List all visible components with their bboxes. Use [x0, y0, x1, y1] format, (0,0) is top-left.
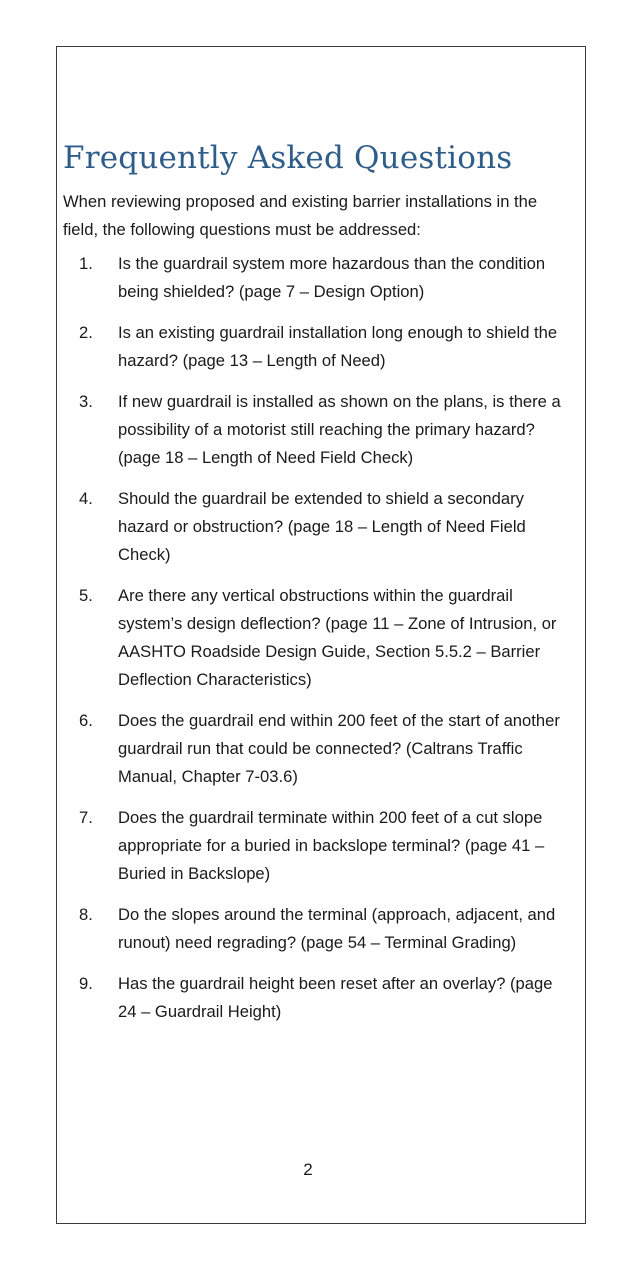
- question-number: 3.: [79, 392, 93, 411]
- question-item: [63, 901, 563, 957]
- intro-paragraph: When reviewing proposed and existing barrier installations in the field, the following questions must be addressed:: [63, 192, 538, 239]
- question-text: Should the guardrail be extended to shield a secondary hazard or obstruction? (page 18 – Length of Need Field Check): [118, 489, 526, 564]
- question-text: Are there any vertical obstructions within the guardrail system’s design deflection? (page 11 – Zone of Intrusion, or AASHTO Roadside Design Guide, Section 5.5.2 – Barrier Deflection Characteristics): [118, 586, 557, 689]
- question-number: 1.: [79, 254, 93, 273]
- question-item: [63, 582, 563, 694]
- question-item: [63, 485, 563, 569]
- question-number: 6.: [79, 711, 93, 730]
- page-title: Frequently Asked Questions: [63, 140, 513, 176]
- question-text: Does the guardrail terminate within 200 feet of a cut slope appropriate for a buried in backslope terminal? (page 41 – Buried in Backslope): [118, 808, 545, 883]
- question-number: 5.: [79, 586, 93, 605]
- question-list: [63, 250, 563, 1026]
- question-number: 7.: [79, 808, 93, 827]
- question-text: Do the slopes around the terminal (approach, adjacent, and runout) need regrading? (page 54 – Terminal Grading): [118, 905, 556, 952]
- question-number: 8.: [79, 905, 93, 924]
- question-text: If new guardrail is installed as shown on the plans, is there a possibility of a motorist still reaching the primary hazard? (page 18 – Length of Need Field Check): [118, 392, 561, 467]
- question-item: [63, 388, 563, 472]
- question-item: [63, 804, 563, 888]
- question-number: 4.: [79, 489, 93, 508]
- question-number: 9.: [79, 974, 93, 993]
- faq-section: [63, 136, 563, 1039]
- question-text: Has the guardrail height been reset after an overlay? (page 24 – Guardrail Height): [118, 974, 553, 1021]
- question-item: [63, 707, 563, 791]
- question-item: [63, 970, 563, 1026]
- question-text: Does the guardrail end within 200 feet of the start of another guardrail run that could be connected? (Caltrans Traffic Manual, Chapter 7-03.6): [118, 711, 560, 786]
- question-number: 2.: [79, 323, 93, 342]
- question-text: Is the guardrail system more hazardous than the condition being shielded? (page 7 – Design Option): [118, 254, 546, 301]
- page-number: 2: [303, 1160, 313, 1179]
- question-item: [63, 250, 563, 306]
- question-item: [63, 319, 563, 375]
- question-text: Is an existing guardrail installation long enough to shield the hazard? (page 13 – Length of Need): [118, 323, 558, 370]
